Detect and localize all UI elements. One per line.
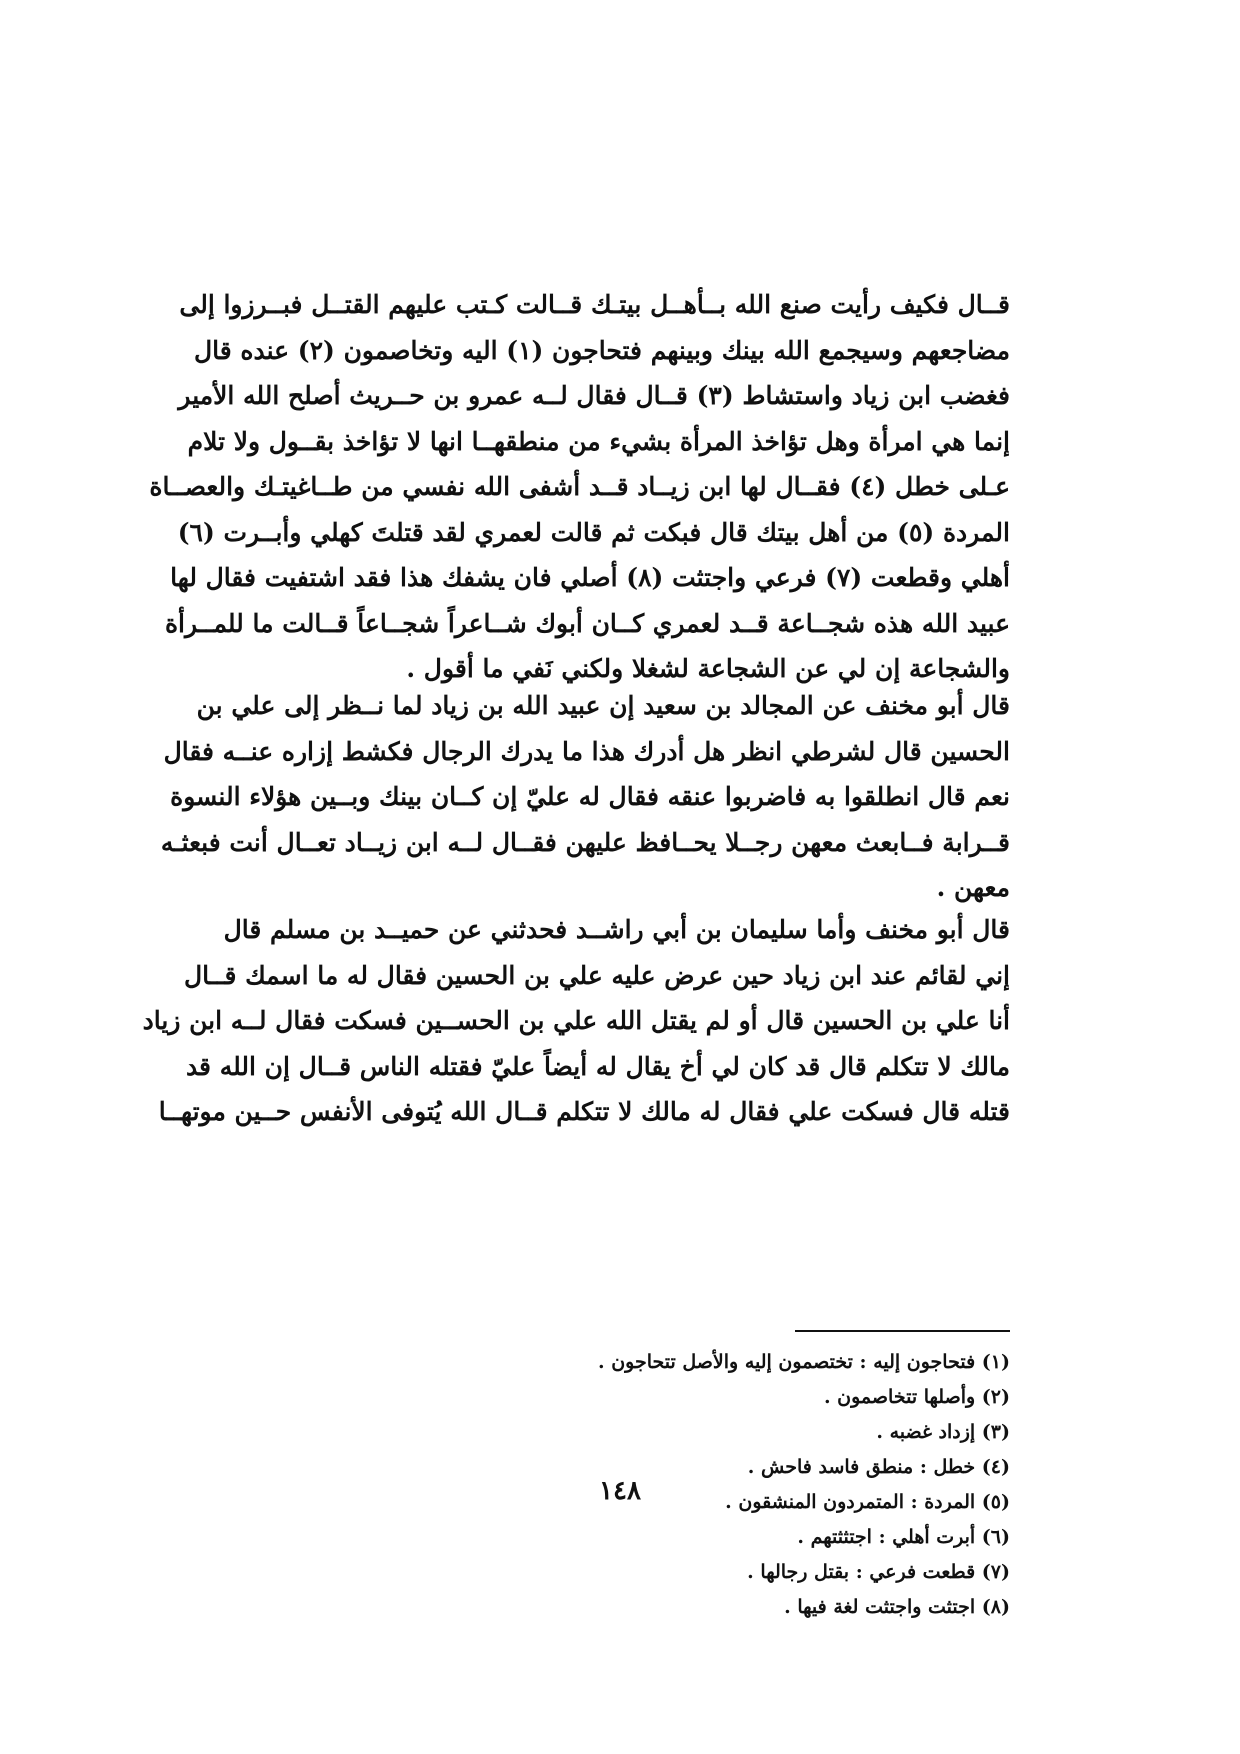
text-line: قــال فكيف رأيت صنع الله بــأهــل بيتـك قــالت كـتب عليهم القتــل فبــرزوا إلى bbox=[179, 290, 1010, 319]
footnote-item: (٢) وأصلها تتخاصمون . bbox=[823, 1386, 1010, 1408]
text-line: معهن . bbox=[936, 873, 1010, 902]
text-line: أهلي وقطعت (٧) فرعي واجتثت (٨) أصلي فان يشفك هذا فقد اشتفيت فقال لها bbox=[170, 563, 1010, 592]
text-line: قــرابة فــابعث معهن رجــلا يحــافظ عليهن فقــال لــه ابن زيــاد تعــال أنت فبعثـه bbox=[160, 827, 1010, 857]
footnote-item: (٣) إزداد غضبه . bbox=[876, 1421, 1010, 1443]
text-line: إني لقائم عند ابن زياد حين عرض عليه علي بن الحسين فقال له ما اسمك قــال bbox=[184, 960, 1010, 990]
page-number: ١٤٨ bbox=[599, 1476, 641, 1506]
text-line: نعم قال انطلقوا به فاضربوا عنقه فقال له عليّ إن كــان بينك وبــين هؤلاء النسوة bbox=[170, 782, 1010, 811]
text-line: والشجاعة إن لي عن الشجاعة لشغلا ولكني نَفي ما أقول . bbox=[406, 654, 1010, 683]
paragraph-3 bbox=[142, 907, 1010, 1135]
text-line: قتله قال فسكت علي فقال له مالك لا تتكلم قــال الله يُتوفى الأنفس حــين موتهــا bbox=[158, 1097, 1010, 1126]
text-line: الحسين قال لشرطي انظر هل أدرك هذا ما يدرك الرجال فكشط إزاره عنــه فقال bbox=[163, 736, 1010, 766]
footnote-divider bbox=[795, 1330, 1010, 1332]
footnote-item: (١) فتحاجون إليه : تختصمون إليه والأصل تتحاجون . bbox=[597, 1351, 1010, 1373]
text-line: عـلى خطل (٤) فقــال لها ابن زيــاد قــد أشفى الله نفسي من طــاغيتـك والعصــاة bbox=[149, 472, 1010, 501]
paragraph-1 bbox=[149, 282, 1010, 692]
footnote-item: (٧) قطعت فرعي : بقتل رجالها . bbox=[747, 1561, 1010, 1583]
text-line: إنما هي امرأة وهل تؤاخذ المرأة بشيء من منطقهــا انها لا تؤاخذ بقــول ولا تلام bbox=[187, 426, 1010, 456]
text-line: عبيد الله هذه شجــاعة قــد لعمري كــان أبوك شــاعراً شجــاعاً قــالت ما للمــرأة bbox=[164, 608, 1010, 638]
text-line: مالك لا تتكلم قال قد كان لي أخ يقال له أيضاً عليّ فقتله الناس قــال إن الله قد bbox=[185, 1051, 1010, 1081]
text-line: فغضب ابن زياد واستشاط (٣) قــال فقال لــه عمرو بن حــريث أصلح الله الأمير bbox=[178, 381, 1010, 410]
text-line: قال أبو مخنف وأما سليمان بن أبي راشــد فحدثني عن حميــد بن مسلم قال bbox=[223, 915, 1010, 944]
footnote-item: (٦) أبرت أهلي : اجتثثتهم . bbox=[797, 1526, 1010, 1548]
footnotes bbox=[490, 1345, 1010, 1625]
footnote-item: (٨) اجتثت واجتثت لغة فيها . bbox=[784, 1596, 1010, 1618]
paragraph-2 bbox=[160, 683, 1010, 911]
text-line: أنا علي بن الحسين قال أو لم يقتل الله علي بن الحســين فسكت فقال لــه ابن زياد bbox=[142, 1006, 1010, 1035]
footnote-item: (٤) خطل : منطق فاسد فاحش . bbox=[747, 1456, 1010, 1478]
text-line: مضاجعهم وسيجمع الله بينك وبينهم فتحاجون (١) اليه وتخاصمون (٢) عنده قال bbox=[193, 335, 1010, 365]
text-line: قال أبو مخنف عن المجالد بن سعيد إن عبيد الله بن زياد لما نــظر إلى علي بن bbox=[196, 691, 1010, 720]
text-line: المردة (٥) من أهل بيتك قال فبكت ثم قالت لعمري لقد قتلتَ كهلي وأبــرت (٦) bbox=[177, 517, 1010, 547]
footnote-item: (٥) المردة : المتمردون المنشقون . bbox=[725, 1491, 1010, 1513]
